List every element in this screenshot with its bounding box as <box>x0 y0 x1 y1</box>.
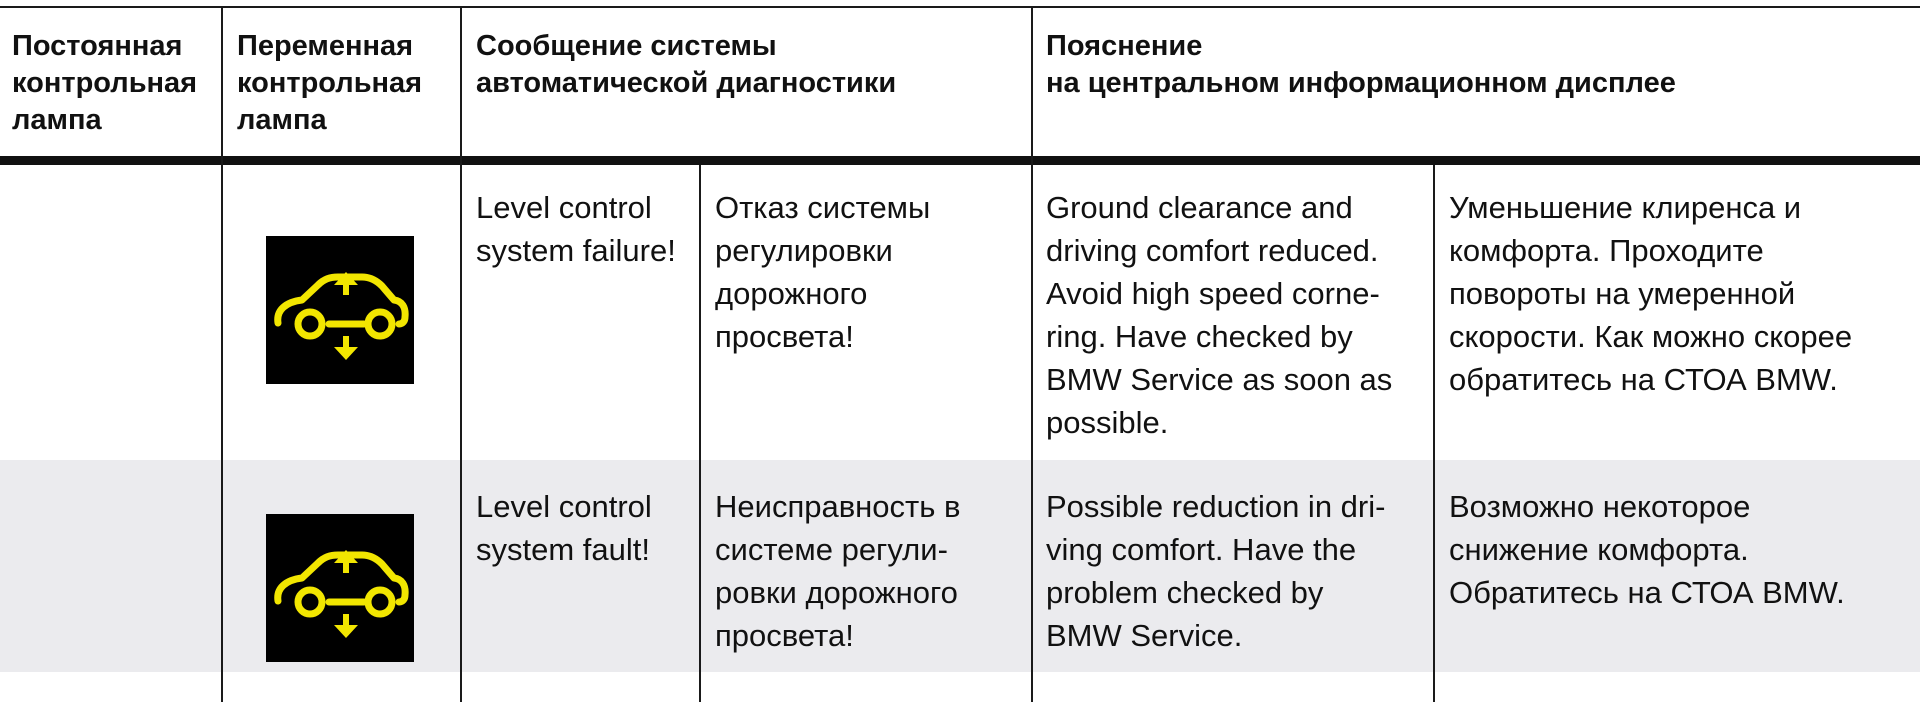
column-divider <box>1433 165 1435 702</box>
explanation-en: Possible reduction in dri- ving comfort. Have the problem checked by BMW Service. <box>1046 489 1386 653</box>
explanation-ru: Возможно некоторое снижение комфорта. Обратитесь на СТОА BMW. <box>1449 489 1845 610</box>
message-en: Level control system fault! <box>476 489 652 567</box>
column-divider <box>460 6 462 702</box>
header-permanent-lamp: Постоянная контрольная лампа <box>12 30 198 136</box>
message-ru: Неисправность в системе регули- ровки дорожного просвета! <box>715 489 961 653</box>
table-top-border <box>0 6 1920 8</box>
car-height-level-control-icon <box>266 236 414 384</box>
column-divider <box>221 6 223 702</box>
message-en: Level control system failure! <box>476 190 676 268</box>
column-divider <box>1031 6 1033 702</box>
explanation-en: Ground clearance and driving comfort reduced. Avoid high speed corne- ring. Have checked by BMW Service as soon as possible. <box>1046 190 1393 440</box>
column-divider <box>699 165 701 702</box>
header-variable-lamp: Переменная контрольная лампа <box>237 30 423 136</box>
header-separator <box>0 156 1920 165</box>
message-ru: Отказ системы регулировки дорожного просвета! <box>715 190 931 354</box>
header-diagnostic-message: Сообщение системы автоматической диагностики <box>476 30 897 99</box>
explanation-ru: Уменьшение клиренса и комфорта. Проходите повороты на умеренной скорости. Как можно скорее обратитесь на СТОА BMW. <box>1449 190 1853 397</box>
car-height-level-control-icon <box>266 514 414 662</box>
header-explanation: Пояснение на центральном информационном дисплее <box>1046 30 1676 99</box>
